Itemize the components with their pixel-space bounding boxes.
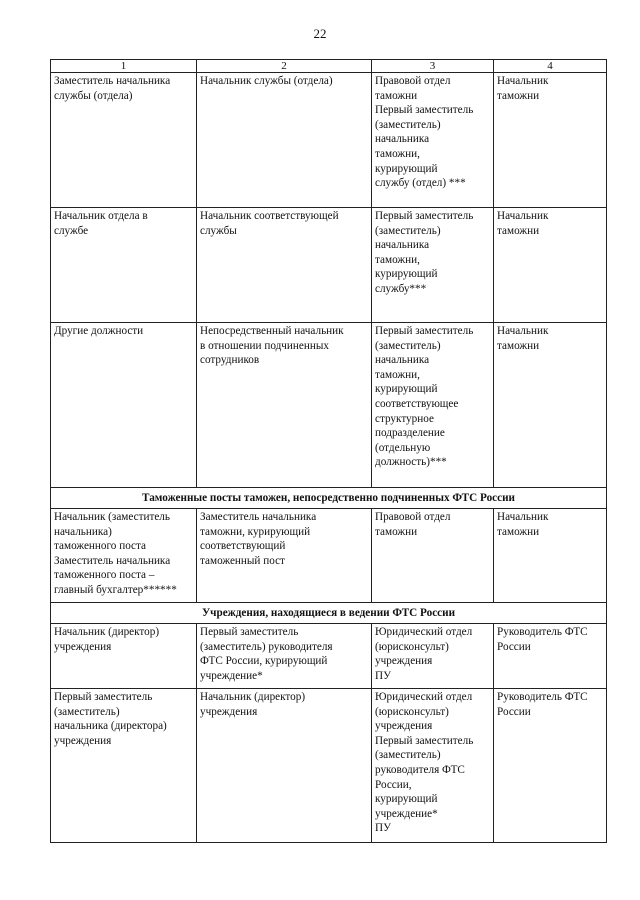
initiator-cell: Заместитель начальника таможни, курирующий соответствующий таможенный пост (197, 509, 372, 603)
initiator-cell: Начальник (директор) учреждения (197, 689, 372, 843)
table-row (51, 509, 607, 603)
initiator-cell: Непосредственный начальник в отношении подчиненных сотрудников (197, 323, 372, 488)
table-row (51, 323, 607, 488)
table-header-row (51, 60, 607, 73)
column-number: 3 (372, 60, 494, 73)
approver-cell: Юридический отдел (юрисконсульт) учреждения ПУ (372, 624, 494, 689)
table-row (51, 208, 607, 323)
section-heading-row (51, 488, 607, 509)
signer-cell: Начальник таможни (494, 208, 607, 323)
approver-cell: Правовой отдел таможни Первый заместитель (заместитель) начальника таможни, курирующий службу (отдел) *** (372, 73, 494, 208)
signer-cell: Начальник таможни (494, 323, 607, 488)
column-number: 1 (51, 60, 197, 73)
column-number: 4 (494, 60, 607, 73)
initiator-cell: Начальник соответствующей службы (197, 208, 372, 323)
section-heading-institutions: Учреждения, находящиеся в ведении ФТС России (51, 603, 607, 624)
table-row (51, 689, 607, 843)
page-number: 22 (313, 26, 327, 41)
signer-cell: Начальник таможни (494, 73, 607, 208)
section-heading-customs-posts: Таможенные посты таможен, непосредственно подчиненных ФТС России (51, 488, 607, 509)
approver-cell: Юридический отдел (юрисконсульт) учреждения Первый заместитель (заместитель) руководителя ФТС России, курирующий учреждение* ПУ (372, 689, 494, 843)
position-cell: Начальник (заместитель начальника) таможенного поста Заместитель начальника таможенного поста – главный бухгалтер****** (51, 509, 197, 603)
table-row (51, 624, 607, 689)
signer-cell: Руководитель ФТС России (494, 689, 607, 843)
position-cell: Первый заместитель (заместитель) начальника (директора) учреждения (51, 689, 197, 843)
signer-cell: Руководитель ФТС России (494, 624, 607, 689)
position-cell: Начальник (директор) учреждения (51, 624, 197, 689)
position-cell: Начальник отдела в службе (51, 208, 197, 323)
approver-cell: Правовой отдел таможни (372, 509, 494, 603)
initiator-cell: Первый заместитель (заместитель) руководителя ФТС России, курирующий учреждение* (197, 624, 372, 689)
position-cell: Другие должности (51, 323, 197, 488)
signer-cell: Начальник таможни (494, 509, 607, 603)
approver-cell: Первый заместитель (заместитель) начальника таможни, курирующий соответствующее структурное подразделение (отдельную должность)*** (372, 323, 494, 488)
position-cell: Заместитель начальника службы (отдела) (51, 73, 197, 208)
column-number: 2 (197, 60, 372, 73)
section-heading-row (51, 603, 607, 624)
approval-table (50, 59, 607, 843)
initiator-cell: Начальник службы (отдела) (197, 73, 372, 208)
table-row (51, 73, 607, 208)
approver-cell: Первый заместитель (заместитель) начальника таможни, курирующий службу*** (372, 208, 494, 323)
